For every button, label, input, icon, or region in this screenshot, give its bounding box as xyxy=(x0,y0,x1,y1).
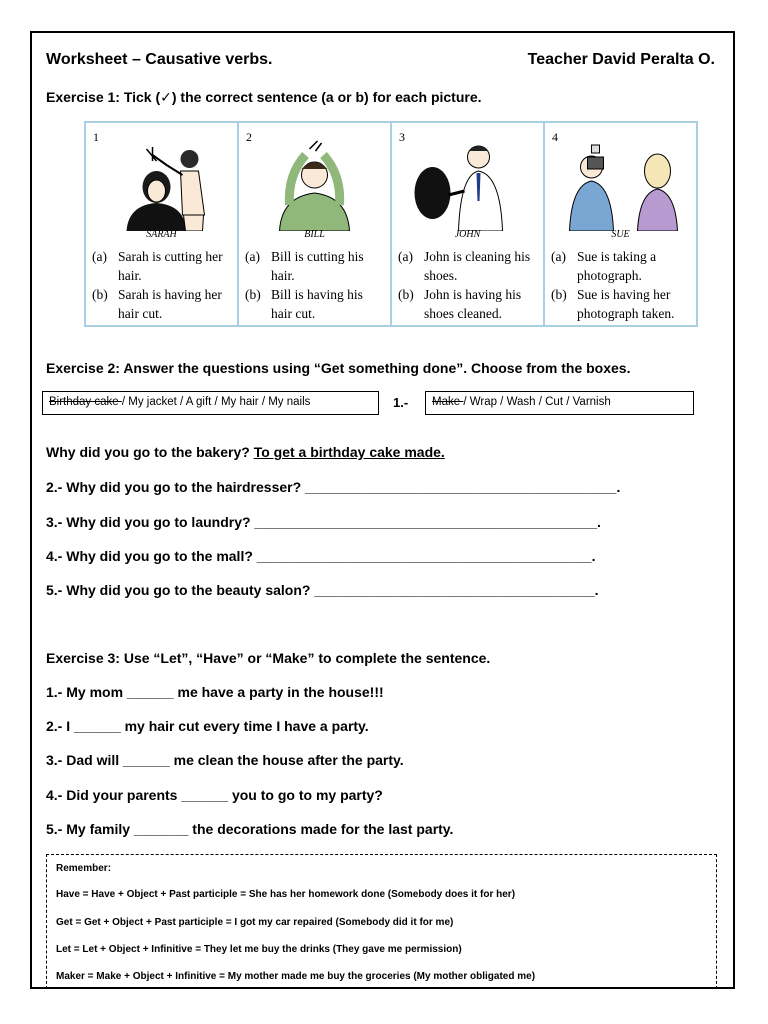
exercise3-instruction: Exercise 3: Use “Let”, “Have” or “Make” to complete the sentence. xyxy=(46,650,491,666)
option-b[interactable] xyxy=(92,285,233,323)
option-b[interactable] xyxy=(551,285,692,323)
sentence-2[interactable]: 2.- I ______ my hair cut every time I have a party. xyxy=(46,718,369,734)
verbs-box xyxy=(425,391,694,415)
option-a-text: John is cleaning his shoes. xyxy=(424,249,531,283)
exercise1-instruction: Exercise 1: Tick (✓) the correct sentence (a or b) for each picture. xyxy=(46,89,482,105)
question-3[interactable]: 3.- Why did you go to laundry? ____________________________________________. xyxy=(46,514,601,530)
verbs-list: / Wrap / Wash / Cut / Varnish xyxy=(463,396,611,408)
photographer-illustration xyxy=(545,135,696,231)
option-a[interactable] xyxy=(551,247,692,285)
picture-name: SARAH xyxy=(146,229,177,240)
hairdresser-illustration xyxy=(86,135,237,231)
exercise2-instruction: Exercise 2: Answer the questions using “Get something done”. Choose from the boxes. xyxy=(46,360,631,376)
picture-panel-3 xyxy=(392,123,545,325)
question-5[interactable]: 5.- Why did you go to the beauty salon? ____________________________________. xyxy=(46,582,599,598)
picture-panel-4 xyxy=(545,123,696,325)
picture-name: BILL xyxy=(304,229,325,240)
sentence-3[interactable]: 3.- Dad will ______ me clean the house after the party. xyxy=(46,752,404,768)
option-a-label: (a) xyxy=(245,249,260,264)
option-a[interactable] xyxy=(92,247,233,285)
picture-number: 1 xyxy=(93,130,99,144)
option-a-text: Sarah is cutting her hair. xyxy=(118,249,223,283)
question-2[interactable]: 2.- Why did you go to the hairdresser? ________________________________________. xyxy=(46,479,621,495)
question-4[interactable]: 4.- Why did you go to the mall? ___________________________________________. xyxy=(46,548,596,564)
sentence-1[interactable]: 1.- My mom ______ me have a party in the house!!! xyxy=(46,684,384,700)
box-number: 1.- xyxy=(393,395,409,410)
option-b[interactable] xyxy=(245,285,386,323)
remember-box xyxy=(46,854,717,989)
sentence-5[interactable]: 5.- My family _______ the decorations made for the last party. xyxy=(46,821,454,837)
worksheet xyxy=(30,31,735,989)
rule-make: Maker = Make + Object + Infinitive = My mother made me buy the groceries (My mother obligated me) xyxy=(56,971,536,982)
remember-title: Remember: xyxy=(56,863,112,874)
picture-number: 3 xyxy=(399,130,405,144)
sentence-4[interactable]: 4.- Did your parents ______ you to go to my party? xyxy=(46,787,383,803)
man-cutting-hair-illustration xyxy=(239,135,390,231)
picture-number: 2 xyxy=(246,130,252,144)
struck-example-verb: Make xyxy=(432,396,464,408)
picture-name: SUE xyxy=(611,229,630,240)
picture-strip xyxy=(84,121,698,327)
picture-number: 4 xyxy=(552,130,558,144)
rule-let: Let = Let + Object + Infinitive = They let me buy the drinks (They gave me permission) xyxy=(56,944,462,955)
option-a-label: (a) xyxy=(92,249,107,264)
option-b-text: Sarah is having her hair cut. xyxy=(118,287,222,321)
option-b-label: (b) xyxy=(398,287,414,302)
rule-get: Get = Get + Object + Past participle = I got my car repaired (Somebody did it for me) xyxy=(56,917,454,928)
example-question-text: Why did you go to the bakery? xyxy=(46,444,254,460)
picture-options xyxy=(245,247,386,323)
picture-options xyxy=(551,247,692,323)
shoe-cleaning-illustration xyxy=(392,135,543,231)
picture-name: JOHN xyxy=(454,229,481,240)
option-b-text: John is having his shoes cleaned. xyxy=(424,287,522,321)
option-b-label: (b) xyxy=(245,287,261,302)
option-a-text: Bill is cutting his hair. xyxy=(271,249,364,283)
rule-have: Have = Have + Object + Past participle = She has her homework done (Somebody does it for her) xyxy=(56,889,516,900)
picture-panel-1 xyxy=(86,123,239,325)
worksheet-title: Worksheet – Causative verbs. xyxy=(46,51,273,68)
objects-list: / My jacket / A gift / My hair / My nails xyxy=(121,396,311,408)
option-a-label: (a) xyxy=(398,249,413,264)
objects-box xyxy=(42,391,379,415)
example-answer: To get a birthday cake made. xyxy=(253,444,445,460)
option-b-text: Sue is having her photograph taken. xyxy=(577,287,675,321)
picture-panel-2 xyxy=(239,123,392,325)
teacher-name: Teacher David Peralta O. xyxy=(527,51,715,68)
picture-options xyxy=(92,247,233,323)
option-a[interactable] xyxy=(398,247,539,285)
option-b-text: Bill is having his hair cut. xyxy=(271,287,363,321)
option-a-label: (a) xyxy=(551,249,566,264)
option-b[interactable] xyxy=(398,285,539,323)
option-b-label: (b) xyxy=(551,287,567,302)
option-b-label: (b) xyxy=(92,287,108,302)
struck-example-word: Birthday cake xyxy=(49,396,122,408)
option-a[interactable] xyxy=(245,247,386,285)
picture-options xyxy=(398,247,539,323)
option-a-text: Sue is taking a photograph. xyxy=(577,249,657,283)
example-question xyxy=(46,444,445,460)
